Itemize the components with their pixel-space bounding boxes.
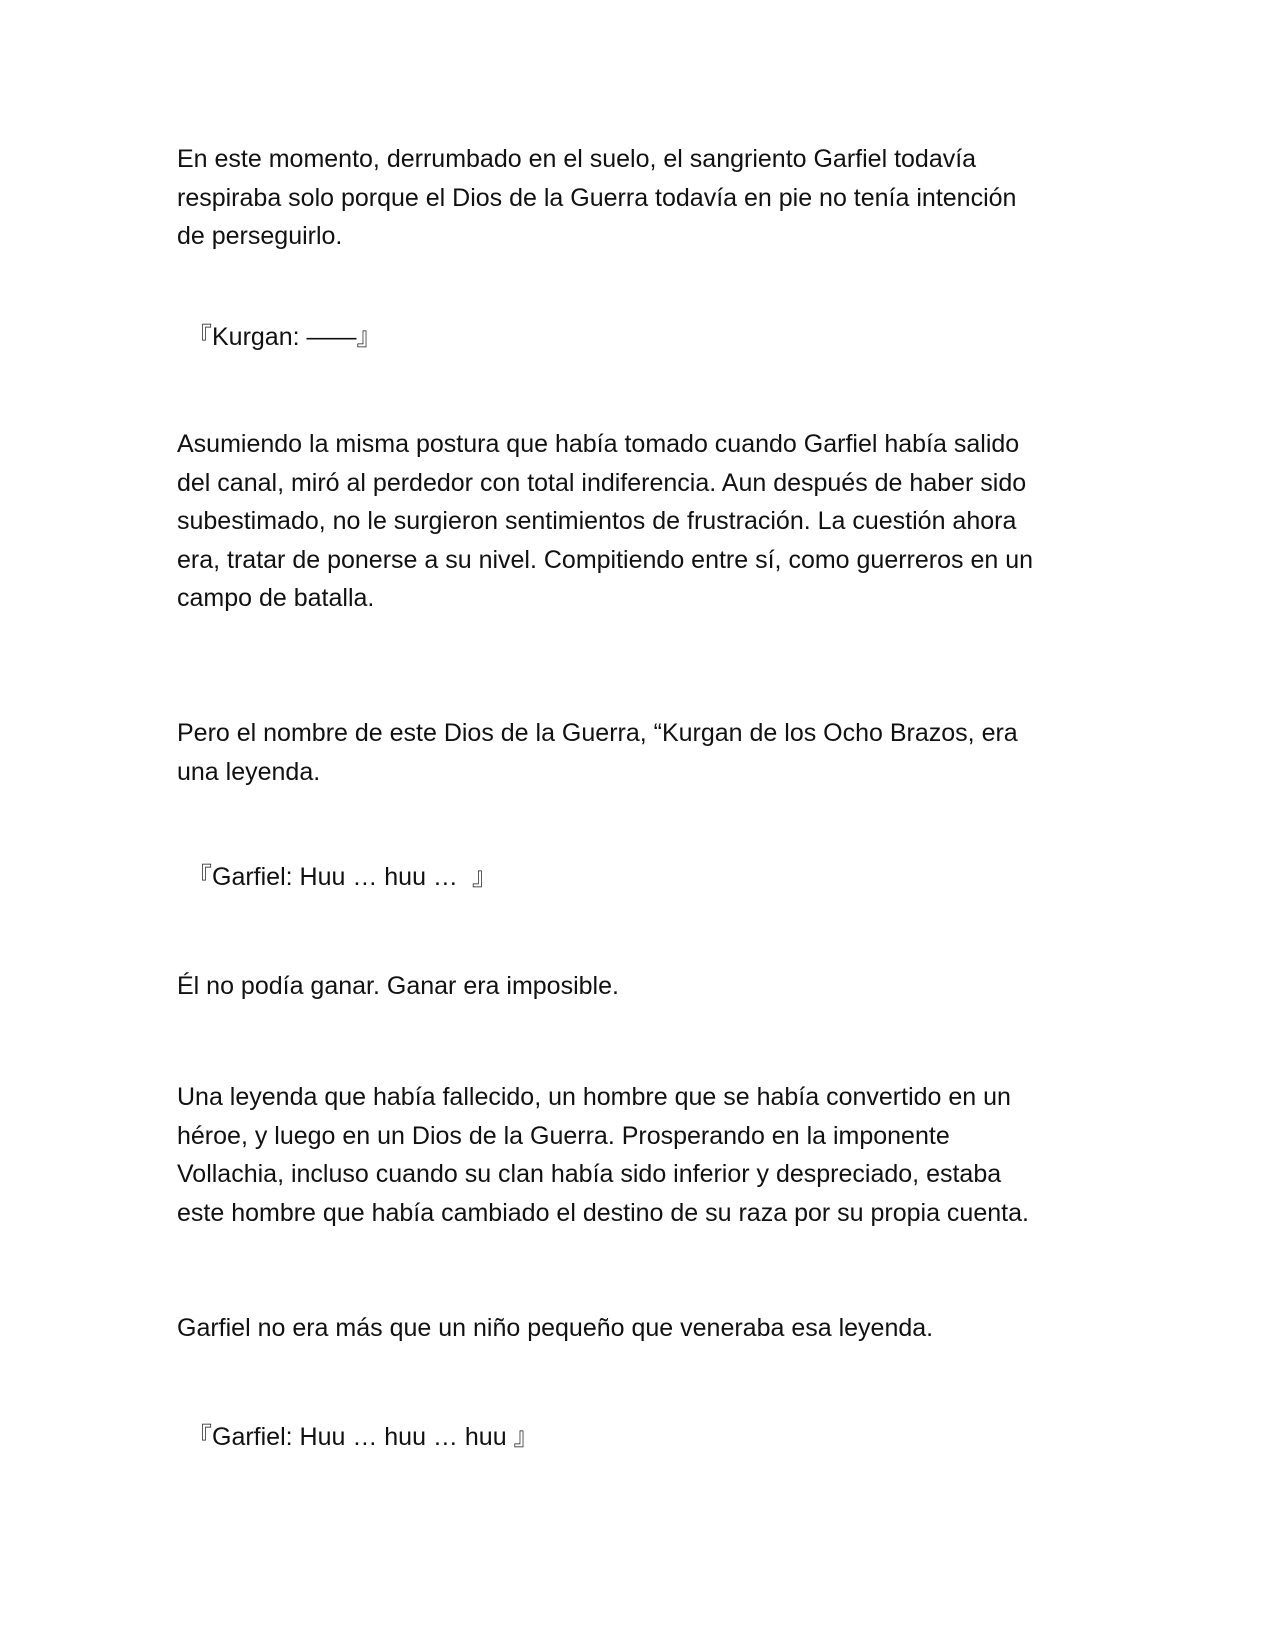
paragraph-3 bbox=[177, 714, 1107, 791]
paragraph-line: Pero el nombre de este Dios de la Guerra, “Kurgan de los Ocho Brazos, era bbox=[177, 719, 1018, 747]
paragraph-line: Vollachia, incluso cuando su clan había sido inferior y despreciado, estaba bbox=[177, 1160, 1002, 1188]
paragraph-line: subestimado, no le surgieron sentimientos de frustración. La cuestión ahora bbox=[177, 507, 1017, 535]
paragraph-line: Una leyenda que había fallecido, un hombre que se había convertido en un bbox=[177, 1083, 1011, 1111]
paragraph-line: héroe, y luego en un Dios de la Guerra. Prosperando en la imponente bbox=[177, 1121, 950, 1150]
dialogue-garfiel-2: 『Garfiel: Huu … huu … huu 』 bbox=[187, 1423, 539, 1451]
dialogue-kurgan: 『Kurgan: ——』 bbox=[187, 323, 382, 351]
dialogue-garfiel-1: 『Garfiel: Huu … huu … 』 bbox=[187, 863, 497, 891]
paragraph-line: respiraba solo porque el Dios de la Guerra todavía en pie no tenía intención bbox=[177, 183, 1017, 212]
paragraph-2 bbox=[177, 425, 1107, 618]
paragraph-line: Asumiendo la misma postura que había tomado cuando Garfiel había salido bbox=[177, 430, 1020, 458]
paragraph-line: era, tratar de ponerse a su nivel. Compitiendo entre sí, como guerreros en un bbox=[177, 545, 1034, 574]
paragraph-line: una leyenda. bbox=[177, 757, 321, 786]
paragraph-4 bbox=[177, 967, 1107, 1006]
paragraph-line: del canal, miró al perdedor con total indiferencia. Aun después de haber sido bbox=[177, 468, 1027, 497]
paragraph-line: En este momento, derrumbado en el suelo, el sangriento Garfiel todavía bbox=[177, 145, 977, 173]
paragraph-line: Garfiel no era más que un niño pequeño que veneraba esa leyenda. bbox=[177, 1314, 934, 1342]
paragraph-5 bbox=[177, 1078, 1107, 1232]
paragraph-6 bbox=[177, 1309, 1107, 1348]
paragraph-line: de perseguirlo. bbox=[177, 222, 343, 250]
paragraph-line: este hombre que había cambiado el destino de su raza por su propia cuenta. bbox=[177, 1198, 1029, 1227]
paragraph-line: campo de batalla. bbox=[177, 584, 375, 612]
paragraph-line: Él no podía ganar. Ganar era imposible. bbox=[177, 972, 619, 1000]
paragraph-1 bbox=[177, 140, 1107, 256]
